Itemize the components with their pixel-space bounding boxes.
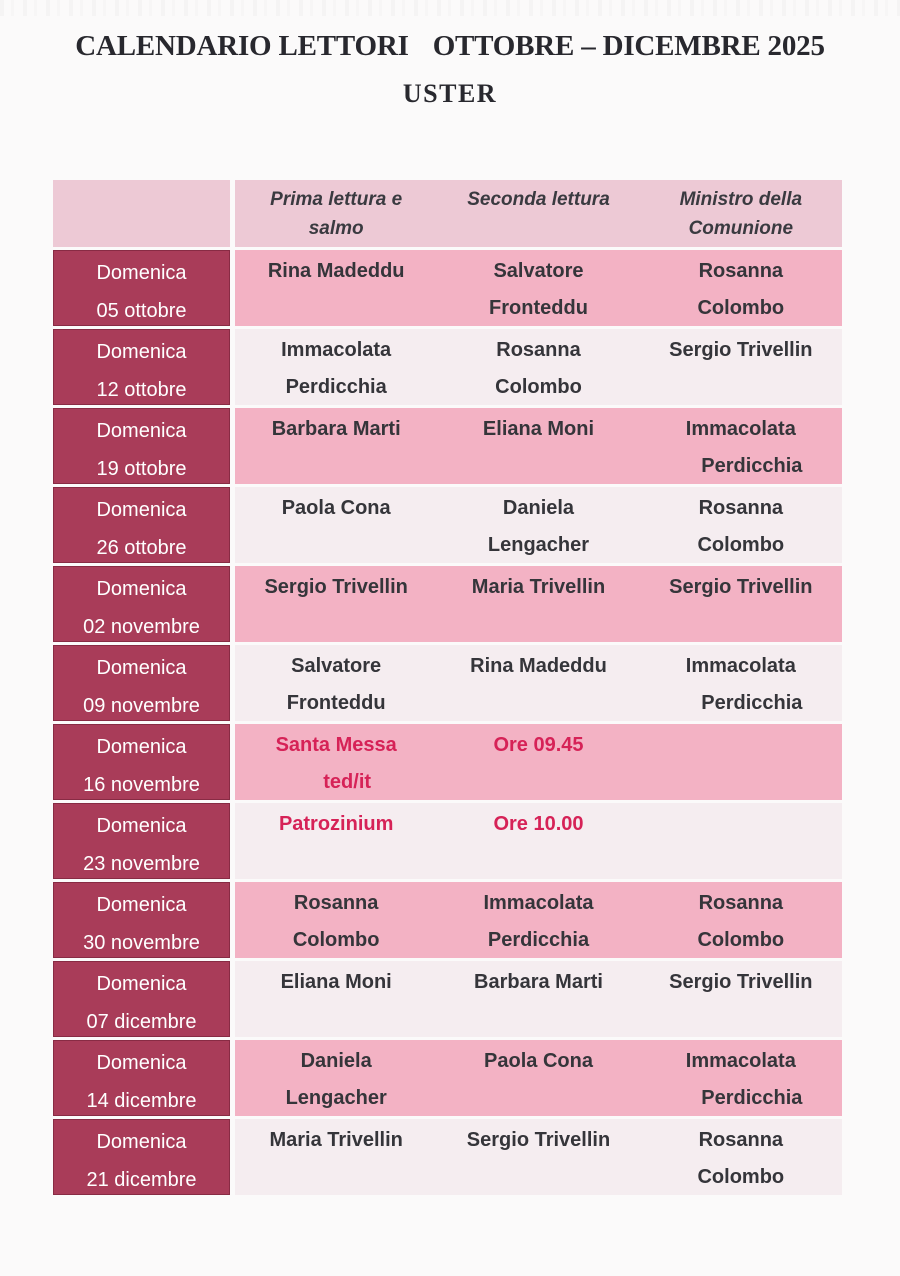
date-cell: Domenica 30 novembre <box>53 882 230 958</box>
reader-cell: Paola Cona <box>484 1050 593 1072</box>
date-cell: Domenica 05 ottobre <box>53 250 230 326</box>
header-band <box>235 180 842 247</box>
table-row <box>53 803 842 879</box>
reader-cell: Eliana Moni <box>482 418 595 440</box>
date-cell: Domenica 19 ottobre <box>53 408 230 484</box>
column-header-seconda-lettura: Seconda lettura <box>467 189 610 210</box>
document-subtitle: USTER <box>402 79 498 108</box>
table-row <box>53 250 842 326</box>
table-row <box>53 645 842 721</box>
header-corner-cell <box>53 180 230 247</box>
date-cell: Domenica 14 dicembre <box>53 1040 230 1116</box>
reader-cell: Daniela Lengacher <box>487 497 590 556</box>
table-row <box>53 408 842 484</box>
table-row <box>53 1119 842 1195</box>
reader-cell: Barbara Marti <box>474 971 603 993</box>
date-cell: Domenica 07 dicembre <box>53 961 230 1037</box>
reader-cell: Rosanna Colombo <box>697 1129 785 1188</box>
reader-cell: Eliana Moni <box>280 971 392 993</box>
document-title <box>0 30 900 63</box>
column-header-ministro-comunione: Ministro della Comunione <box>679 189 803 239</box>
date-cell: Domenica 09 novembre <box>53 645 230 721</box>
reader-cell: Rina Madeddu <box>267 260 405 282</box>
reader-cell: Sergio Trivellin <box>669 576 813 598</box>
title-text: CALENDARIO LETTORI <box>75 30 409 62</box>
reader-cell: Sergio Trivellin <box>466 1129 611 1151</box>
date-cell: Domenica 21 dicembre <box>53 1119 230 1195</box>
special-mass-cell: Santa Messa ted/it <box>275 734 397 793</box>
reader-cell: Maria Trivellin <box>471 576 606 598</box>
table-row <box>53 487 842 563</box>
column-header-prima-lettura: Prima lettura e salmo <box>270 189 403 239</box>
reader-cell: Barbara Marti <box>271 418 401 440</box>
table-row <box>53 882 842 958</box>
date-cell: Domenica 02 novembre <box>53 566 230 642</box>
reader-cell: Daniela Lengacher <box>285 1050 387 1109</box>
date-cell: Domenica 26 ottobre <box>53 487 230 563</box>
reader-cell: Sergio Trivellin <box>264 576 408 598</box>
reader-cell: Rosanna Colombo <box>697 497 785 556</box>
reader-cell: Rosanna Colombo <box>697 260 785 319</box>
reader-cell: Immacolata Perdicchia <box>483 892 594 951</box>
reader-cell: Immacolata Perdicchia <box>281 339 392 398</box>
reader-cell <box>640 724 842 800</box>
date-cell: Domenica 23 novembre <box>53 803 230 879</box>
special-mass-cell: Patrozinium <box>278 813 394 835</box>
mass-time-cell: Ore 10.00 <box>493 813 584 835</box>
reader-cell <box>640 803 842 879</box>
table-header-row <box>53 180 842 247</box>
title-month-range: OTTOBRE – DICEMBRE 2025 <box>432 30 825 62</box>
reader-cell: Immacolata Perdicchia <box>685 1050 803 1109</box>
date-cell: Domenica 12 ottobre <box>53 329 230 405</box>
reader-cell: Immacolata Perdicchia <box>685 418 803 477</box>
reader-cell: Immacolata Perdicchia <box>685 655 803 714</box>
reader-cell: Salvatore Fronteddu <box>286 655 386 714</box>
date-cell: Domenica 16 novembre <box>53 724 230 800</box>
reader-cell: Salvatore Fronteddu <box>489 260 588 319</box>
reader-cell: Rosanna Colombo <box>697 892 785 951</box>
calendar-table <box>53 180 842 1198</box>
reader-cell: Rosanna Colombo <box>292 892 380 951</box>
reader-cell: Rina Madeddu <box>470 655 607 677</box>
table-row <box>53 961 842 1037</box>
table-row <box>53 329 842 405</box>
table-row <box>53 1040 842 1116</box>
reader-cell: Sergio Trivellin <box>669 971 813 993</box>
reader-cell: Maria Trivellin <box>269 1129 403 1151</box>
reader-cell: Rosanna Colombo <box>495 339 582 398</box>
table-row <box>53 724 842 800</box>
mass-time-cell: Ore 09.45 <box>493 734 584 756</box>
reader-cell: Paola Cona <box>281 497 391 519</box>
document-header <box>0 0 900 109</box>
reader-cell: Sergio Trivellin <box>669 339 813 361</box>
table-row <box>53 566 842 642</box>
